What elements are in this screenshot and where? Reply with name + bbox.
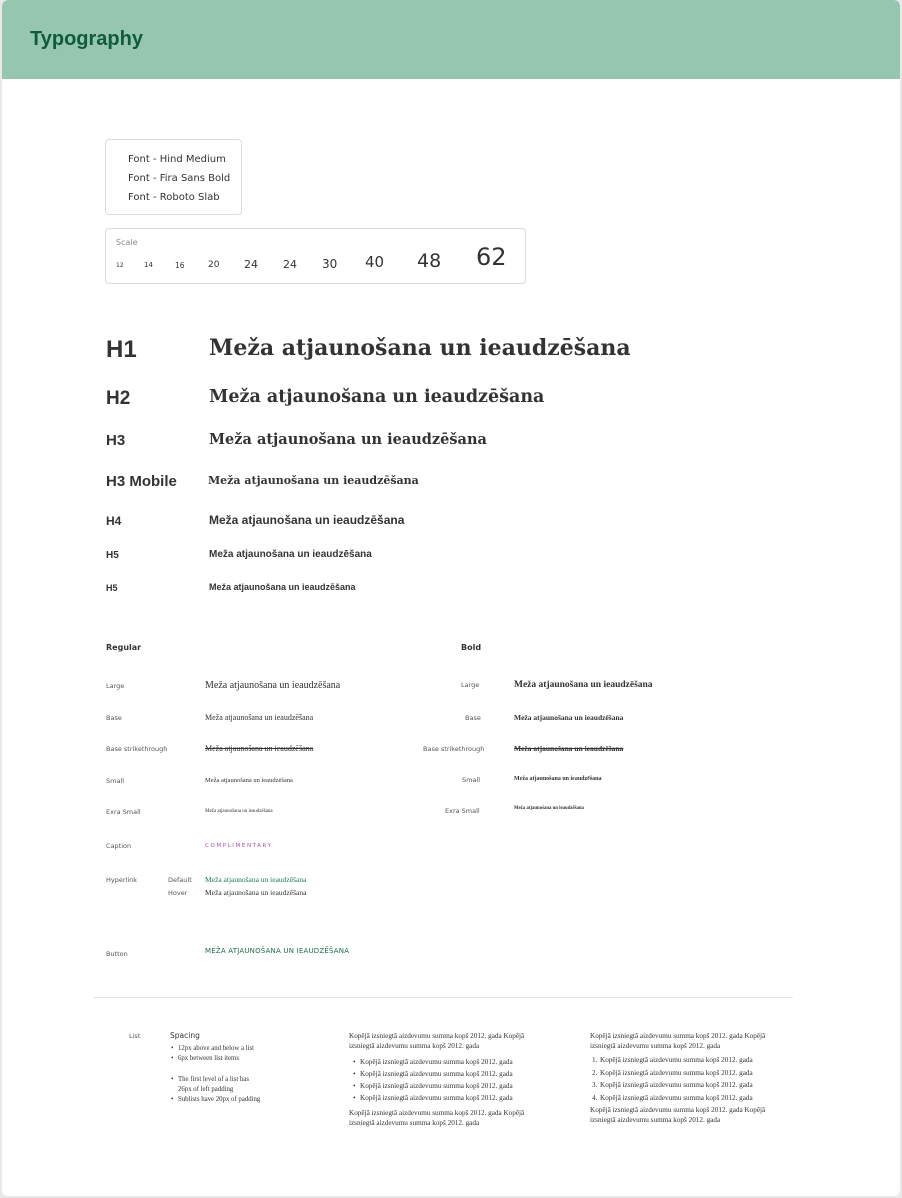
scale-value: 16 (175, 261, 185, 270)
bold-sample-strikethrough: Meža atjaunošana un ieaudzēšana (514, 744, 624, 753)
regular-section-title: Regular (106, 643, 142, 652)
font-item: Font - Roboto Slab (128, 192, 220, 203)
scale-label: Scale (116, 238, 138, 247)
list-section-label: List (129, 1032, 141, 1040)
heading-sample-h4: Meža atjaunošana un ieaudzēšana (209, 513, 405, 527)
bullet-example-outro: Kopējā izsniegtā aizdevumu summa kopš 2012. gada Kopējā izsniegtā aizdevumu summa kopš 2012. gada (349, 1109, 525, 1127)
list-item: • Kopējā izsniegtā aizdevumu summa kopš 2012. gada (353, 1094, 513, 1102)
numbered-example-list (592, 1054, 753, 1104)
padding-list (171, 1075, 261, 1105)
list-item: 26px of left padding (178, 1086, 234, 1093)
list-item: 2. Kopējā izsniegtā aizdevumu summa kopš 2012. gada (592, 1068, 753, 1077)
heading-label-h4: H4 (106, 514, 122, 528)
regular-sample-large: Meža atjaunošana un ieaudzēšana (205, 680, 341, 691)
scale-value: 30 (322, 257, 338, 271)
button-text-sample[interactable]: MEŽA ATJAUNOŠANA UN IEAUDZĒŠANA (205, 947, 350, 955)
style-label-strikethrough: Base strikethrough (106, 745, 168, 753)
bold-label-base: Base (465, 714, 481, 722)
page-title: Typography (30, 28, 143, 50)
page-header (2, 0, 900, 79)
style-label-small: Small (106, 777, 125, 785)
regular-sample-small: Meža atjaunošana un ieaudzēšana (205, 777, 293, 784)
section-divider (94, 997, 793, 998)
style-label-button: Button (106, 950, 128, 958)
bullet-example-intro: Kopējā izsniegtā aizdevumu summa kopš 2012. gada Kopējā izsniegtā aizdevumu summa kopš 2012. gada (349, 1032, 525, 1050)
font-item: Font - Hind Medium (128, 154, 226, 165)
scale-value: 20 (208, 260, 220, 270)
list-item: • Kopējā izsniegtā aizdevumu summa kopš 2012. gada (353, 1058, 513, 1066)
hyperlink-default-sample[interactable]: Meža atjaunošana un ieaudzēšana (205, 875, 307, 884)
scale-value: 14 (144, 261, 153, 269)
typography-page (2, 0, 900, 1196)
scale-value: 62 (476, 243, 507, 271)
regular-sample-extra-small: Meža atjaunošana un ieaudzēšana (205, 809, 273, 814)
heading-sample-h5-alt: Meža atjaunošana un ieaudzēšana (209, 582, 356, 592)
heading-label-h3-mobile: H3 Mobile (106, 473, 177, 490)
bold-sample-large: Meža atjaunošana un ieaudzēšana (514, 680, 653, 690)
heading-sample-h3: Meža atjaunošana un ieaudzēšana (209, 431, 487, 448)
list-item: • The first level of a list has (171, 1076, 249, 1083)
scale-value: 12 (116, 262, 124, 269)
list-item: • 12px above and below a list (171, 1045, 255, 1052)
list-item: 4. Kopējā izsniegtā aizdevumu summa kopš 2012. gada (592, 1093, 753, 1102)
regular-sample-strikethrough: Meža atjaunošana un ieaudzēšana (205, 744, 314, 753)
heading-label-h1: H1 (106, 336, 137, 363)
list-item: • Sublists have 20px of padding (171, 1096, 261, 1103)
heading-label-h5: H5 (106, 550, 119, 561)
heading-label-h2: H2 (106, 388, 131, 409)
heading-label-h3: H3 (106, 432, 126, 449)
scale-value: 48 (417, 250, 442, 272)
bullet-example-list (353, 1056, 513, 1104)
bold-sample-extra-small: Meža atjaunošana un ieaudzēšana (514, 806, 584, 811)
scale-value: 40 (365, 253, 385, 271)
bold-label-small: Small (462, 776, 481, 784)
bold-label-extra-small: Exra Small (445, 807, 480, 815)
numbered-example-intro: Kopējā izsniegtā aizdevumu summa kopš 2012. gada Kopējā izsniegtā aizdevumu summa kopš 2012. gada (590, 1032, 766, 1050)
list-item: • Kopējā izsniegtā aizdevumu summa kopš 2012. gada (353, 1082, 513, 1090)
list-item: • 6px between list items (171, 1055, 239, 1062)
bold-label-strikethrough: Base strikethrough (423, 745, 485, 753)
type-scale-card (105, 228, 526, 284)
spacing-title: Spacing (170, 1031, 200, 1040)
bold-section-title: Bold (461, 643, 482, 652)
bold-label-large: Large (461, 681, 480, 689)
style-label-base: Base (106, 714, 122, 722)
spacing-list (171, 1044, 255, 1064)
list-item: • Kopējā izsniegtā aizdevumu summa kopš 2012. gada (353, 1070, 513, 1078)
hyperlink-default-label: Default (168, 876, 192, 884)
heading-sample-h1: Meža atjaunošana un ieaudzēšana (209, 335, 631, 361)
list-item: 3. Kopējā izsniegtā aizdevumu summa kopš 2012. gada (592, 1081, 753, 1089)
bold-sample-base: Meža atjaunošana un ieaudzēšana (514, 713, 624, 722)
style-label-large: Large (106, 682, 125, 690)
font-item: Font - Fira Sans Bold (128, 173, 231, 184)
bold-sample-small: Meža atjaunošana un ieaudzēšana (514, 776, 602, 782)
heading-sample-h3-mobile: Meža atjaunošana un ieaudzēšana (208, 474, 419, 487)
hyperlink-hover-sample[interactable]: Meža atjaunošana un ieaudzēšana (205, 888, 307, 897)
scale-value: 24 (244, 258, 258, 271)
scale-value: 24 (283, 258, 297, 271)
hyperlink-hover-label: Hover (168, 889, 188, 897)
regular-sample-base: Meža atjaunošana un ieaudzēšana (205, 713, 314, 722)
list-item: 1. Kopējā izsniegtā aizdevumu summa kopš 2012. gada (592, 1056, 753, 1064)
caption-sample: COMPLIMENTARY (205, 843, 273, 849)
heading-sample-h5: Meža atjaunošana un ieaudzēšana (209, 549, 372, 560)
numbered-example-outro: Kopējā izsniegtā aizdevumu summa kopš 2012. gada Kopējā izsniegtā aizdevumu summa kopš 2012. gada (590, 1106, 766, 1124)
style-label-extra-small: Exra Small (106, 808, 141, 816)
heading-label-h5-alt: H5 (106, 583, 118, 593)
font-list-card (105, 139, 242, 215)
heading-sample-h2: Meža atjaunošana un ieaudzēšana (209, 387, 545, 407)
style-label-caption: Caption (106, 842, 132, 850)
style-label-hyperlink: Hyperlink (106, 876, 138, 884)
